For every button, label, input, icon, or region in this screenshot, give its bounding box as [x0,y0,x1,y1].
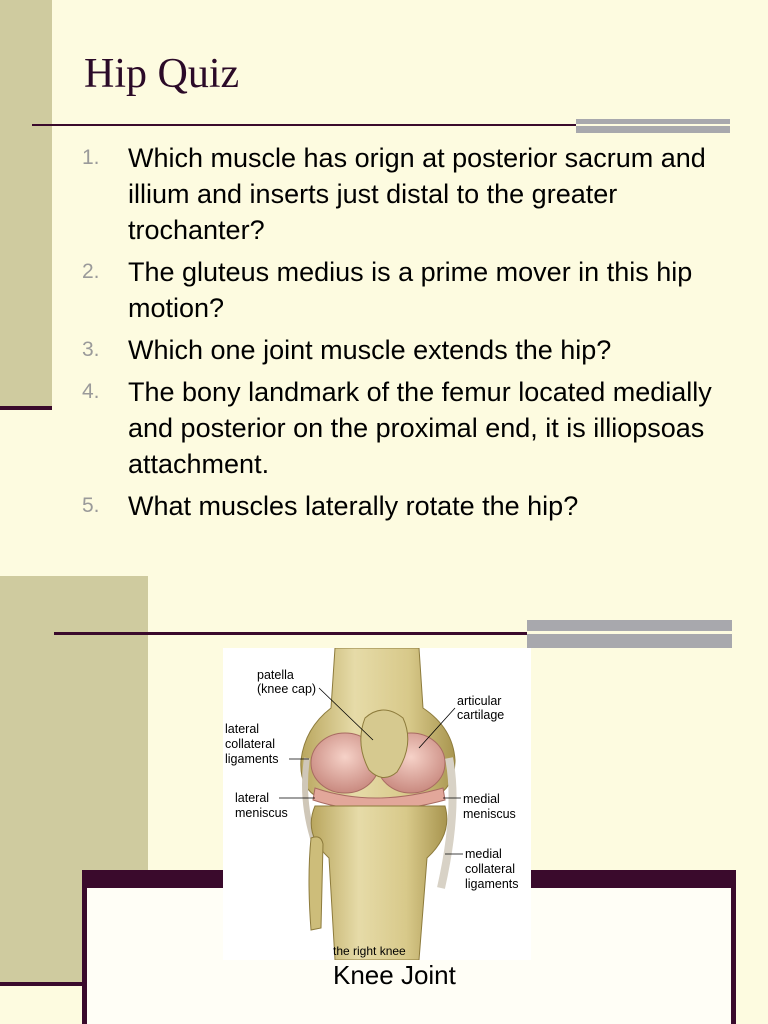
left-accent-bar [0,0,52,408]
label-lateral-meniscus-2: meniscus [235,806,288,820]
question-number: 1. [82,146,100,169]
question-item [82,140,722,248]
question-number: 5. [82,494,100,517]
question-number: 2. [82,260,100,283]
left-accent-bar-rule [0,406,52,410]
label-lateral: lateral [225,722,260,736]
label-medial-collateral-3: ligaments [465,877,519,891]
label-collateral: collateral [225,737,276,751]
content-frame-right [731,870,736,1024]
question-text: The bony landmark of the femur located medially and posterior on the proximal end, it is illiopsoas attachment. [128,377,712,479]
label-right-knee: the right knee [333,944,406,958]
question-text: The gluteus medius is a prime mover in this hip motion? [128,257,693,323]
question-item [82,254,722,326]
left-accent-bar-lower [0,876,82,984]
question-item [82,488,722,524]
label-medial-collateral-1: medial [465,847,502,861]
label-knee-cap: (knee cap) [257,682,317,696]
slide-divider [54,632,532,635]
label-cartilage: cartilage [457,708,505,722]
label-medial-collateral-2: collateral [465,862,516,876]
knee-anatomy-figure [223,648,531,960]
label-lateral-meniscus-1: lateral [235,791,270,805]
question-item [82,374,722,482]
title-divider-accent [576,119,730,133]
slide-divider-accent [527,620,732,648]
question-text: Which one joint muscle extends the hip? [128,335,612,365]
question-text: Which muscle has orign at posterior sacrum and illium and inserts just distal to the greater trochanter? [128,143,706,245]
slide-title: Hip Quiz [84,51,240,97]
label-medial-meniscus-1: medial [463,792,500,806]
question-number: 3. [82,338,100,361]
question-number: 4. [82,380,100,403]
question-text: What muscles laterally rotate the hip? [128,491,579,521]
label-medial-meniscus-2: meniscus [463,807,516,821]
label-articular: articular [457,694,502,708]
question-item [82,332,722,368]
title-divider [32,124,580,126]
question-list [82,140,722,530]
left-accent-bar [0,576,148,876]
left-accent-bar-rule [0,982,82,986]
figure-caption: Knee Joint [333,960,456,990]
label-patella: patella [257,668,294,682]
label-ligaments: ligaments [225,752,279,766]
